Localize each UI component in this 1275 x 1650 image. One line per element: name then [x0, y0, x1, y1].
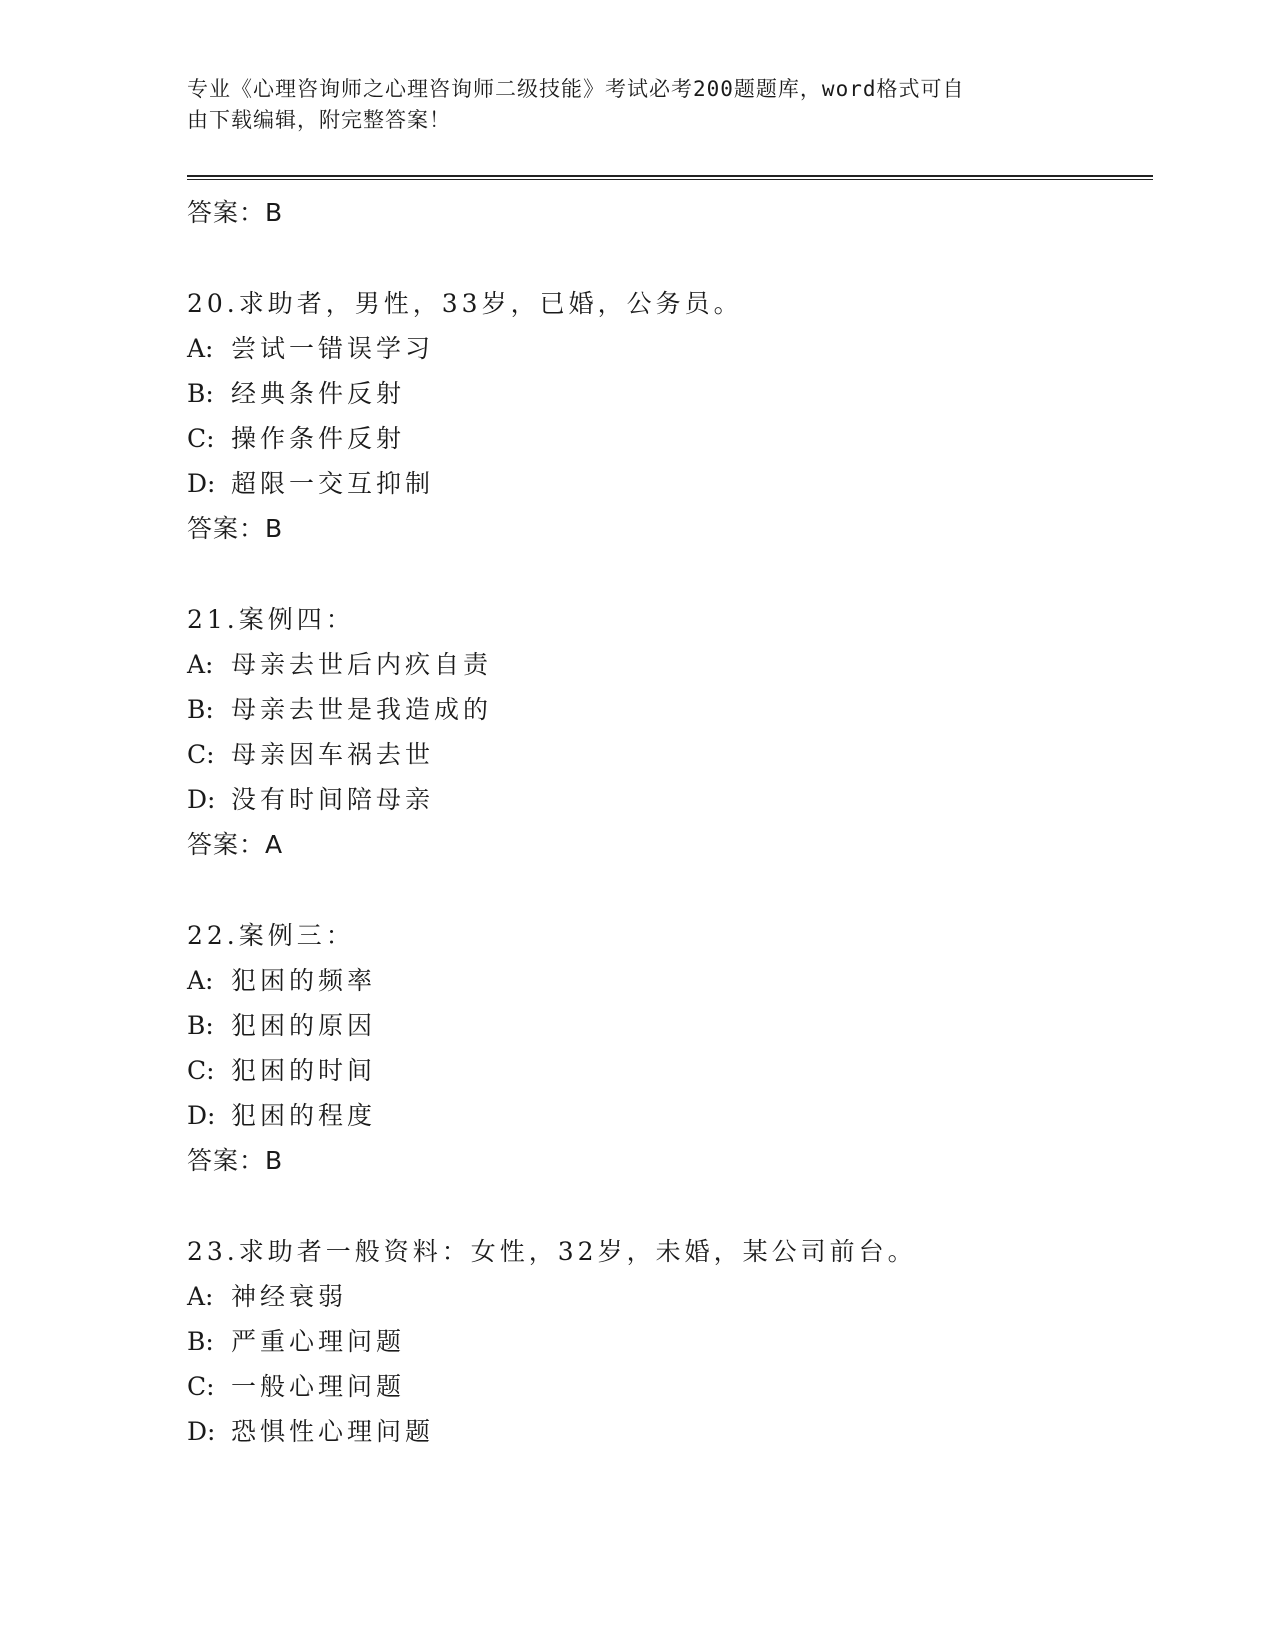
option-text: 一般心理问题	[231, 1372, 406, 1401]
option-text: 母亲因车祸去世	[231, 740, 435, 769]
option-row	[187, 326, 1147, 371]
option-key: B:	[187, 695, 214, 724]
option-text: 没有时间陪母亲	[231, 785, 435, 814]
option-text: 犯困的时间	[231, 1056, 377, 1085]
answer-line: 答案：B	[187, 1146, 284, 1175]
option-text: 经典条件反射	[231, 379, 406, 408]
option-row	[187, 416, 1147, 461]
question-block	[187, 281, 1147, 551]
option-key: A:	[187, 966, 214, 995]
option-row	[187, 1003, 1147, 1048]
option-text: 犯困的原因	[231, 1011, 377, 1040]
header-divider	[187, 175, 1153, 180]
option-key: A:	[187, 650, 214, 679]
option-row	[187, 1274, 1147, 1319]
answer-line: 答案：B	[187, 514, 284, 543]
option-row	[187, 642, 1147, 687]
option-key: B:	[187, 1327, 214, 1356]
question-stem: 22.案例三：	[187, 921, 355, 950]
question-stem: 23.求助者一般资料：女性，32岁，未婚，某公司前台。	[187, 1237, 917, 1266]
option-row	[187, 1409, 1147, 1454]
answer-line: 答案：B	[187, 198, 284, 227]
header-line-2: 由下载编辑，附完整答案！	[187, 108, 451, 132]
option-row	[187, 1093, 1147, 1138]
option-row	[187, 371, 1147, 416]
question-stem: 20.求助者，男性，33岁，已婚，公务员。	[187, 289, 743, 318]
option-key: B:	[187, 379, 214, 408]
option-key: C:	[187, 1056, 215, 1085]
option-text: 犯困的程度	[231, 1101, 377, 1130]
document-page	[187, 74, 1147, 1454]
option-text: 母亲去世是我造成的	[231, 695, 493, 724]
option-text: 母亲去世后内疚自责	[231, 650, 493, 679]
document-header	[187, 74, 1067, 136]
option-text: 尝试一错误学习	[231, 334, 435, 363]
question-block	[187, 597, 1147, 867]
answer-line: 答案：A	[187, 830, 284, 859]
header-line-1: 专业《心理咨询师之心理咨询师二级技能》考试必考200题题库，word格式可自	[187, 77, 965, 101]
option-row	[187, 1319, 1147, 1364]
option-key: C:	[187, 1372, 215, 1401]
option-row	[187, 461, 1147, 506]
option-key: A:	[187, 1282, 214, 1311]
option-row	[187, 687, 1147, 732]
option-row	[187, 732, 1147, 777]
option-row	[187, 1364, 1147, 1409]
option-row	[187, 777, 1147, 822]
option-text: 犯困的频率	[231, 966, 377, 995]
option-text: 操作条件反射	[231, 424, 406, 453]
question-block	[187, 913, 1147, 1183]
option-key: A:	[187, 334, 214, 363]
option-key: D:	[187, 1101, 216, 1130]
option-text: 恐惧性心理问题	[231, 1417, 435, 1446]
option-text: 超限一交互抑制	[231, 469, 435, 498]
option-key: C:	[187, 424, 215, 453]
option-key: B:	[187, 1011, 214, 1040]
question-stem: 21.案例四：	[187, 605, 355, 634]
option-text: 严重心理问题	[231, 1327, 406, 1356]
option-key: D:	[187, 785, 216, 814]
option-row	[187, 1048, 1147, 1093]
question-block	[187, 1229, 1147, 1454]
option-key: D:	[187, 469, 216, 498]
question-list	[187, 281, 1147, 1454]
option-key: D:	[187, 1417, 216, 1446]
option-row	[187, 958, 1147, 1003]
option-key: C:	[187, 740, 215, 769]
option-text: 神经衰弱	[231, 1282, 348, 1311]
